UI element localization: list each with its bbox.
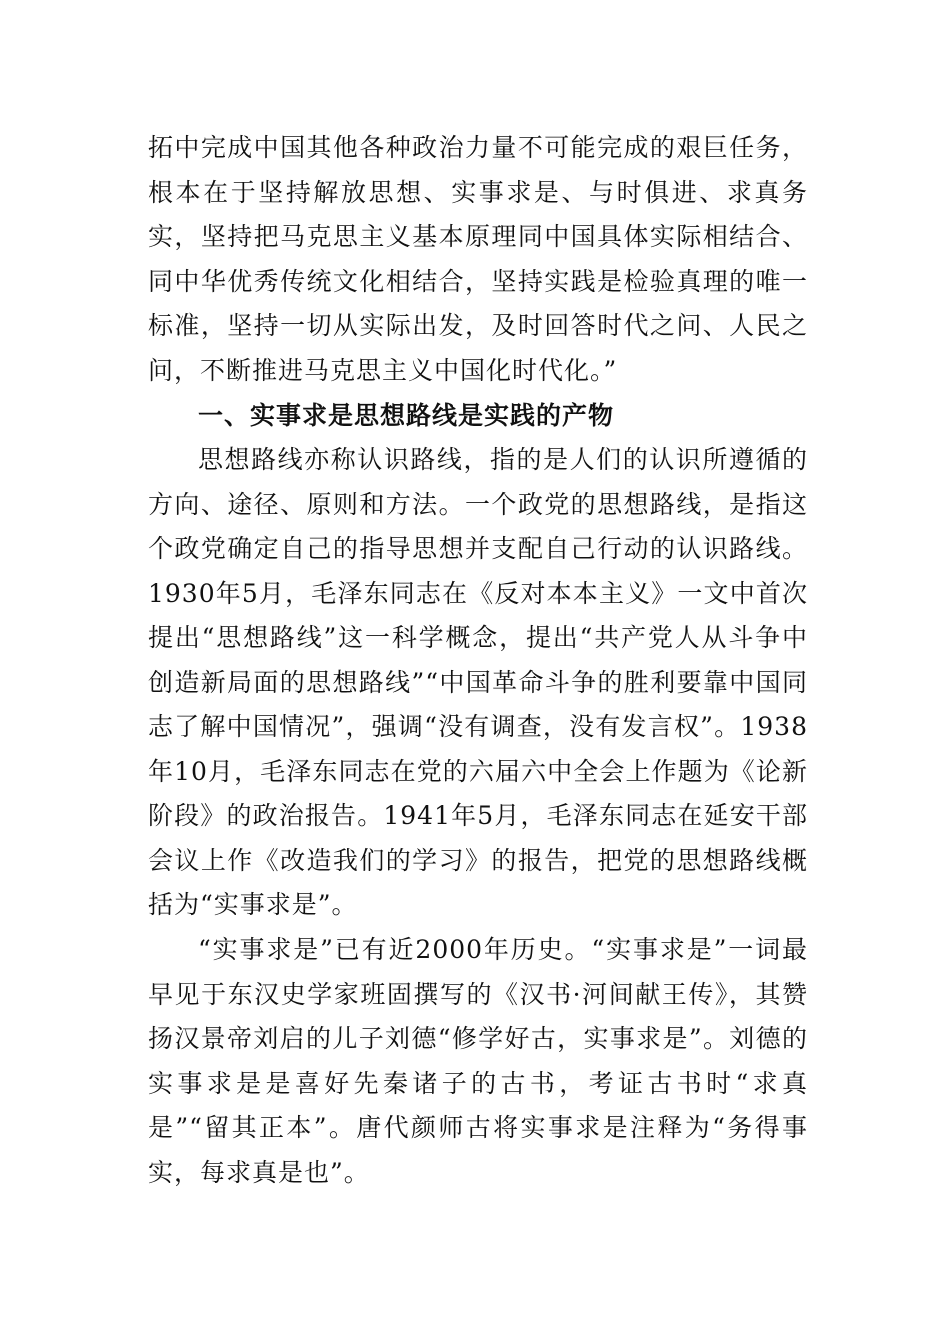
section-heading: 一、实事求是思想路线是实践的产物 [198,401,615,430]
paragraph-2: 思想路线亦称认识路线，指的是人们的认识所遵循的方向、途径、原则和方法。一个政党的思想路线，是指这个政党确定自己的指导思想并支配自己行动的认识路线。1930年5月，毛泽东同志在《反对本本主义》一文中首次提出“思想路线”这一科学概念，提出“共产党人从斗争中创造新局面的思想路线”“中国革命斗争的胜利要靠中国同志了解中国情况”，强调“没有调查，没有发言权”。1938年10月，毛泽东同志在党的六届六中全会上作题为《论新阶段》的政治报告。1941年5月，毛泽东同志在延安干部会议上作《改造我们的学习》的报告，把党的思想路线概括为“实事求是”。 [148,445,808,919]
paragraph-3: “实事求是”已有近2000年历史。“实事求是”一词最早见于东汉史学家班固撰写的《汉书·河间献王传》，其赞扬汉景帝刘启的儿子刘德“修学好古，实事求是”。刘德的实事求是是喜好先秦诸子的古书，考证古书时“求真是”“留其正本”。唐代颜师古将实事求是注释为“务得事实，每求真是也”。 [148,935,809,1187]
paragraph-continuation [148,126,808,393]
paragraph-block-2 [148,438,808,928]
paragraph-block-3 [148,928,808,1195]
paragraph-1: 拓中完成中国其他各种政治力量不可能完成的艰巨任务，根本在于坚持解放思想、实事求是、与时俱进、求真务实，坚持把马克思主义基本原理同中国具体实际相结合、同中华优秀传统文化相结合，坚持实践是检验真理的唯一标准，坚持一切从实际出发，及时回答时代之问、人民之问，不断推进马克思主义中国化时代化。” [148,133,808,385]
